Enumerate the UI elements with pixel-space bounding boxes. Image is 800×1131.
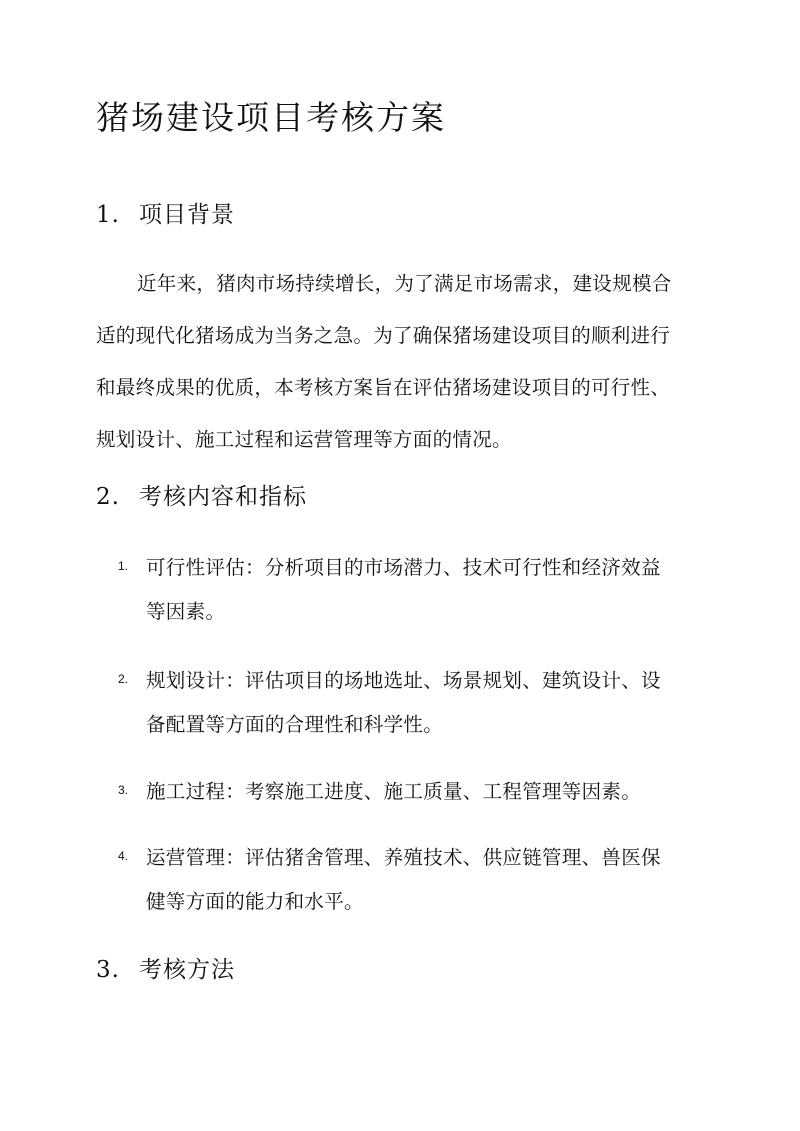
section-title: 考核内容和指标 xyxy=(139,484,307,510)
list-item-line: 运营管理：评估猪舍管理、养殖技术、供应链管理、兽医保 xyxy=(146,846,661,869)
section-title: 项目背景 xyxy=(139,202,235,228)
paragraph-line: 适的现代化猪场成为当务之急。为了确保猪场建设项目的顺利进行 xyxy=(96,324,671,347)
list-item-line: 等因素。 xyxy=(146,600,226,623)
document-title: 猪场建设项目考核方案 xyxy=(96,98,446,137)
section-heading-content-indicators xyxy=(96,478,307,511)
paragraph-line: 规划设计、施工过程和运营管理等方面的情况。 xyxy=(96,428,512,451)
list-item-line: 施工过程：考察施工进度、施工质量、工程管理等因素。 xyxy=(146,780,642,803)
section-number: 2. xyxy=(96,484,120,510)
list-marker: 3. xyxy=(118,783,129,797)
list-item-line: 健等方面的能力和水平。 xyxy=(146,890,364,913)
section-number: 1. xyxy=(96,202,120,228)
list-marker: 2. xyxy=(118,672,129,686)
list-marker: 4. xyxy=(118,849,129,863)
section-title: 考核方法 xyxy=(139,957,235,983)
section-heading-methods xyxy=(96,951,235,984)
section-number: 3. xyxy=(96,957,120,983)
section-heading-background xyxy=(96,196,235,229)
list-item-line: 备配置等方面的合理性和科学性。 xyxy=(146,713,444,736)
list-item-line: 规划设计：评估项目的场地选址、场景规划、建筑设计、设 xyxy=(146,669,661,692)
paragraph-line: 和最终成果的优质，本考核方案旨在评估猪场建设项目的可行性、 xyxy=(96,376,671,399)
list-marker: 1. xyxy=(118,559,129,573)
list-item-line: 可行性评估：分析项目的市场潜力、技术可行性和经济效益 xyxy=(146,556,661,579)
paragraph-line: 近年来，猪肉市场持续增长，为了满足市场需求，建设规模合 xyxy=(137,272,672,295)
